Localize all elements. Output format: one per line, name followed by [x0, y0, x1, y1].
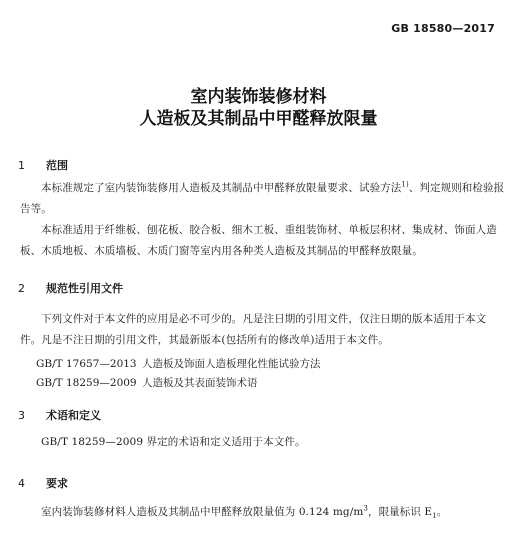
section-heading-normative-references: [18, 280, 123, 296]
paragraph-text: 本标准规定了室内装饰装修用人造板及其制品中甲醛释放限量要求、试验方法: [41, 182, 402, 194]
title-line-2: 人造板及其制品中甲醛释放限量: [139, 109, 378, 129]
reference-item: [36, 356, 321, 371]
paragraph-text: 。: [436, 506, 448, 518]
section-heading-requirements: [18, 475, 68, 491]
title-line-1: 室内装饰装修材料: [190, 87, 327, 107]
paragraph-text: 室内装饰装修材料人造板及其制品中甲醛释放限量值为 0.124 mg/m: [41, 506, 364, 518]
unit-superscript: 3: [363, 504, 368, 513]
section-number: 1: [18, 159, 25, 172]
footnote-mark: 1): [401, 180, 409, 189]
paragraph-text: ，限量标识 E: [367, 506, 433, 518]
section-heading-terms: [18, 407, 101, 423]
section-title: 范围: [46, 159, 68, 172]
reference-code: GB/T 18259—2009: [36, 377, 137, 389]
section-title: 规范性引用文件: [46, 282, 123, 295]
standard-number: GB 18580—2017: [391, 22, 495, 35]
terms-paragraph: GB/T 18259—2009 界定的术语和定义适用于本文件。: [41, 436, 306, 448]
references-paragraph: 下列文件对于本文件的应用是必不可少的。凡是注日期的引用文件，仅注日期的版本适用于本文件。凡是不注日期的引用文件，其最新版本(包括所有的修改单)适用于本文件。: [20, 313, 487, 346]
scope-paragraph-2: 本标准适用于纤维板、刨花板、胶合板、细木工板、重组装饰材、单板层积材、集成材、饰面人造板、木质地板、木质墙板、木质门窗等室内用各种类人造板及其制品的甲醛释放限量。: [20, 224, 497, 257]
reference-title: 人造板及饰面人造板理化性能试验方法: [142, 358, 321, 370]
section-title: 术语和定义: [46, 409, 101, 422]
reference-title: 人造板及其表面装饰术语: [142, 377, 258, 389]
scope-paragraph-1: [20, 178, 505, 220]
section-number: 4: [18, 477, 25, 490]
label-subscript: 1: [432, 512, 437, 521]
section-title: 要求: [46, 477, 68, 490]
reference-item: [36, 375, 258, 390]
section-number: 2: [18, 282, 25, 295]
section-heading-scope: [18, 157, 68, 173]
requirements-paragraph: [20, 502, 505, 527]
paragraph-text: 、判定规则和检验报告等。: [20, 182, 505, 215]
section-number: 3: [18, 409, 25, 422]
reference-code: GB/T 17657—2013: [36, 358, 137, 370]
